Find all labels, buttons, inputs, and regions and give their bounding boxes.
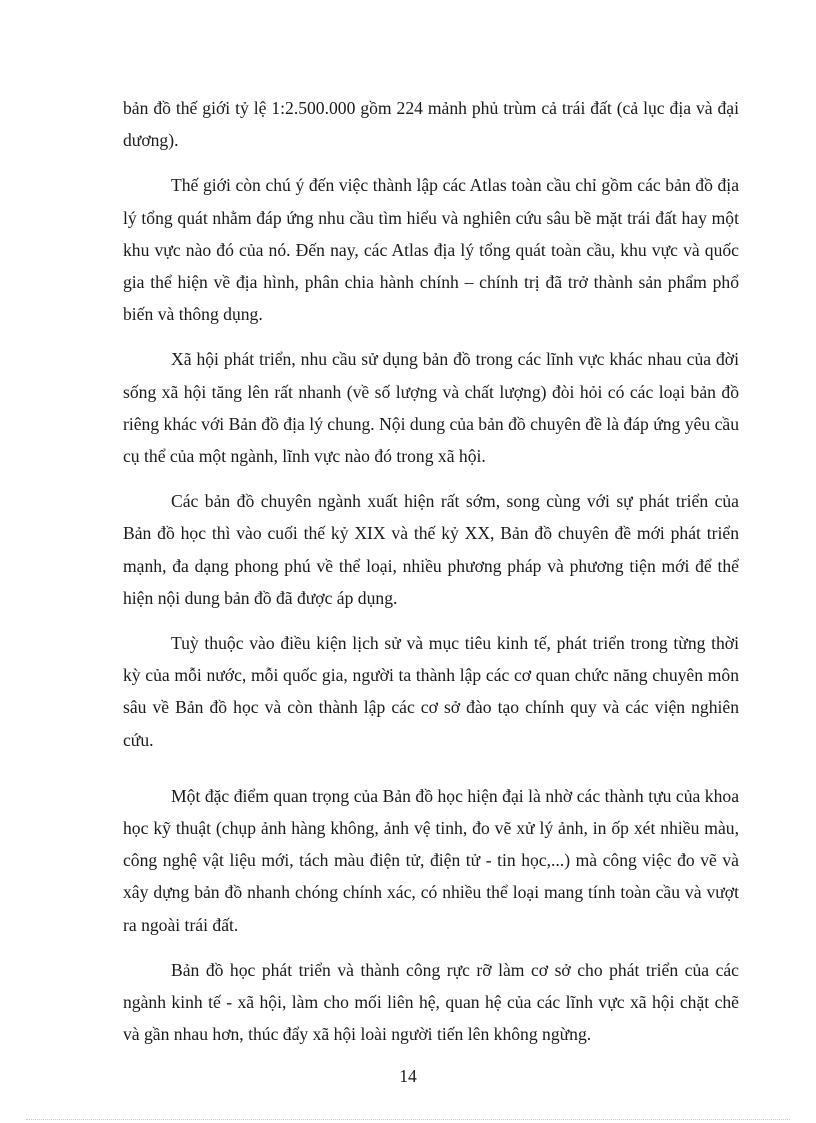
paragraph-6: Một đặc điểm quan trọng của Bản đồ học hiện đại là nhờ các thành tựu của khoa học kỹ thuật (chụp ảnh hàng không, ảnh vệ tinh, đo vẽ xử lý ảnh, in ốp xét nhiều màu, công nghệ vật liệu mới, tách màu điện tử, điện tử - tin học,...) mà công việc đo vẽ và xây dựng bản đồ nhanh chóng chính xác, có nhiều thể loại mang tính toàn cầu và vượt ra ngoài trái đất. — [123, 785, 739, 935]
paragraph-3: Xã hội phát triển, nhu cầu sử dụng bản đồ trong các lĩnh vực khác nhau của đời sống xã hội tăng lên rất nhanh (về số lượng và chất lượng) đòi hỏi có các loại bản đồ riêng khác với Bản đồ địa lý chung. Nội dung của bản đồ chuyên đề là đáp ứng yêu cầu cụ thể của một ngành, lĩnh vực nào đó trong xã hội. — [123, 349, 739, 467]
paragraph-7: Bản đồ học phát triển và thành công rực rỡ làm cơ sở cho phát triển của các ngành kinh tế - xã hội, làm cho mối liên hệ, quan hệ của các lĩnh vực xã hội chặt chẽ và gần nhau hơn, thúc đẩy xã hội loài người tiến lên không ngừng. — [123, 959, 739, 1045]
paragraph-2: Thế giới còn chú ý đến việc thành lập các Atlas toàn cầu chỉ gồm các bản đồ địa lý tổng quát nhằm đáp ứng nhu cầu tìm hiểu và nghiên cứu sâu bề mặt trái đất hay một khu vực nào đó của nó. Đến nay, các Atlas địa lý tổng quát toàn cầu, khu vực và quốc gia thể hiện về địa hình, phân chia hành chính – chính trị đã trở thành sản phẩm phổ biến và thông dụng. — [123, 175, 739, 325]
paragraph-5: Tuỳ thuộc vào điều kiện lịch sử và mục tiêu kinh tế, phát triển trong từng thời kỳ của mỗi nước, mỗi quốc gia, người ta thành lập các cơ quan chức năng chuyên môn sâu về Bản đồ học và còn thành lập các cơ sở đào tạo chính quy và các viện nghiên cứu. — [123, 633, 739, 750]
page-bottom-divider — [26, 1119, 790, 1120]
paragraph-1: bản đồ thế giới tỷ lệ 1:2.500.000 gồm 224 mảnh phủ trùm cả trái đất (cả lục địa và đại dương). — [123, 98, 739, 151]
paragraph-4: Các bản đồ chuyên ngành xuất hiện rất sớm, song cùng với sự phát triển của Bản đồ học thì vào cuối thế kỷ XIX và thế kỷ XX, Bản đồ chuyên đề mới phát triển mạnh, đa dạng phong phú về thể loại, nhiều phương pháp và phương tiện mới để thể hiện nội dung bản đồ đã được áp dụng. — [123, 491, 739, 608]
page-body — [123, 92, 739, 1063]
page-number: 14 — [399, 1066, 417, 1086]
